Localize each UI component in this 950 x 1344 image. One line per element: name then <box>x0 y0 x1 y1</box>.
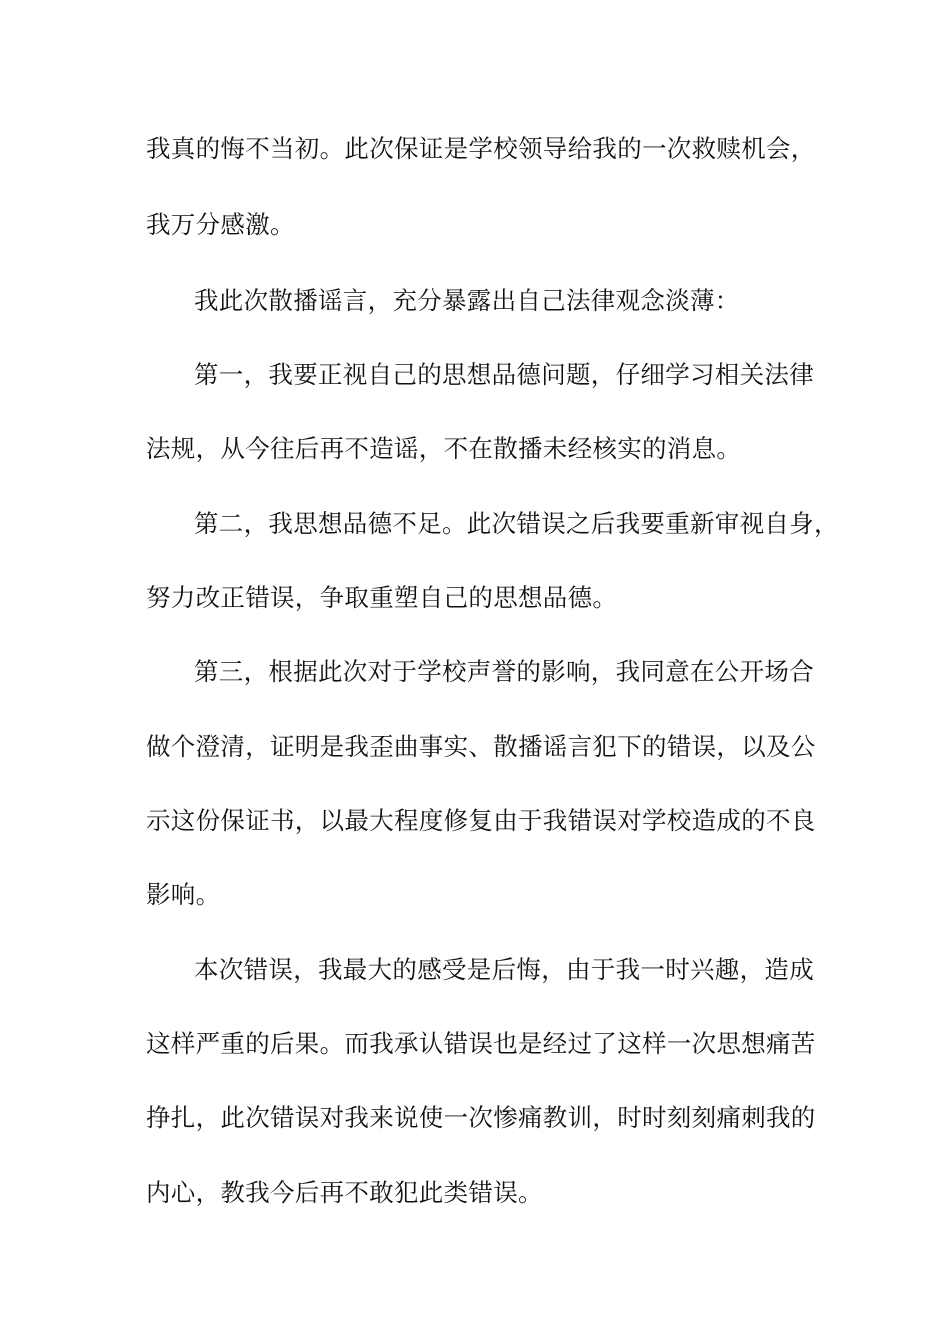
paragraph-start-line: 第一，我要正视自己的思想品德问题，仔细学习相关法律 <box>194 360 814 389</box>
text-line: 挣扎，此次错误对我来说使一次惨痛教训，时时刻刻痛刺我的 <box>146 1103 816 1132</box>
paragraph-start-line: 第二，我思想品德不足。此次错误之后我要重新审视自身， <box>194 509 839 538</box>
text-line: 法规，从今往后再不造谣，不在散播未经核实的消息。 <box>146 434 742 463</box>
text-line: 这样严重的后果。而我承认错误也是经过了这样一次思想痛苦 <box>146 1029 816 1058</box>
paragraph-start-line: 我此次散播谣言，充分暴露出自己法律观念淡薄： <box>194 286 740 315</box>
text-line: 做个澄清，证明是我歪曲事实、散播谣言犯下的错误，以及公 <box>146 732 816 761</box>
paragraph-start-line: 本次错误，我最大的感受是后悔，由于我一时兴趣，造成 <box>194 955 814 984</box>
text-line: 内心，教我今后再不敢犯此类错误。 <box>146 1178 543 1207</box>
text-line: 影响。 <box>146 880 221 909</box>
text-line: 努力改正错误，争取重塑自己的思想品德。 <box>146 583 618 612</box>
paragraph-start-line: 第三，根据此次对于学校声誉的影响，我同意在公开场合 <box>194 657 814 686</box>
text-line: 我万分感激。 <box>146 210 295 239</box>
text-line: 示这份保证书，以最大程度修复由于我错误对学校造成的不良 <box>146 806 816 835</box>
text-line: 我真的悔不当初。此次保证是学校领导给我的一次救赎机会， <box>146 134 816 163</box>
